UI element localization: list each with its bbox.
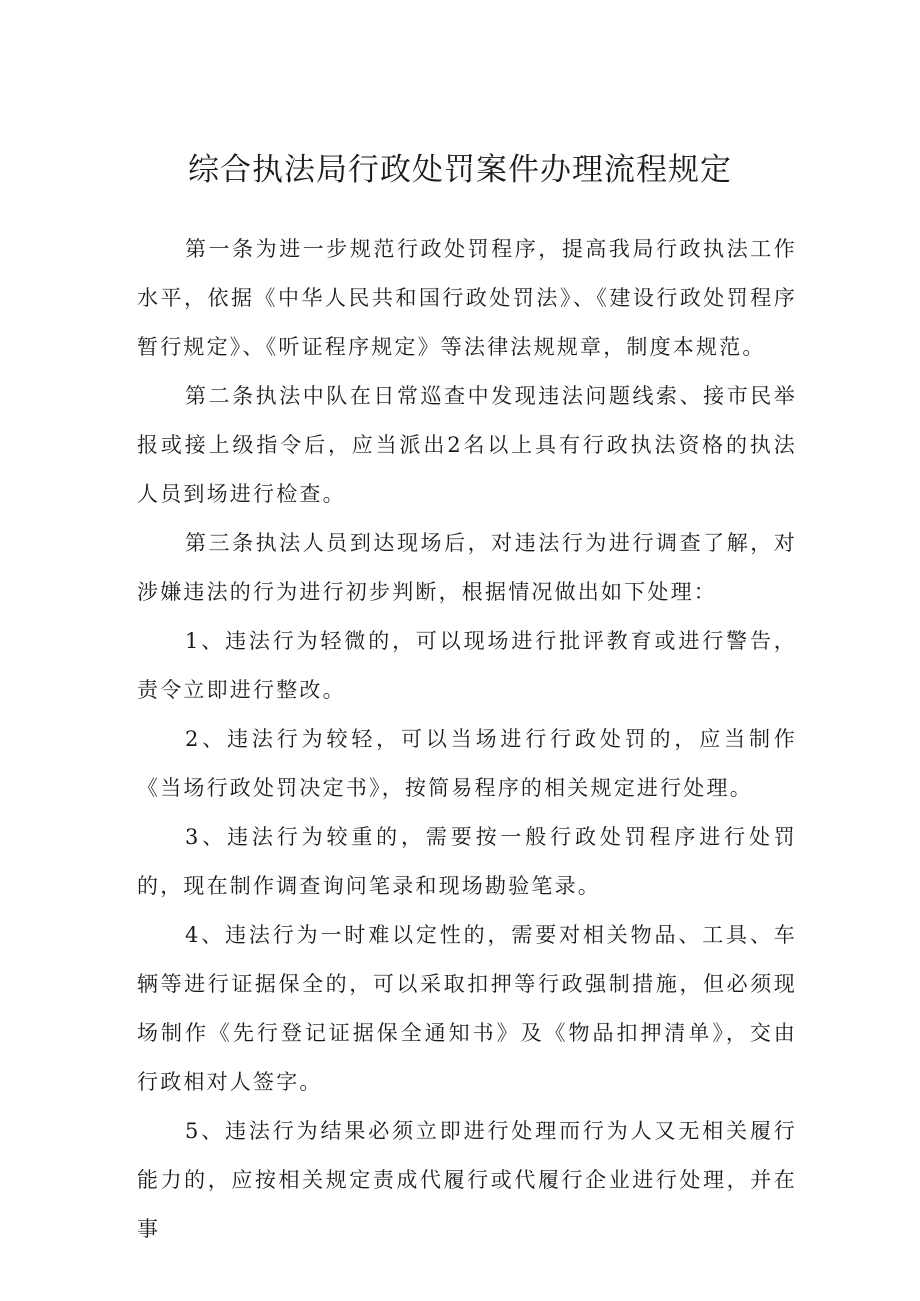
document-title: 综合执法局行政处罚案件办理流程规定 [188, 152, 732, 188]
document-body [137, 225, 797, 1254]
paragraph-article-2: 第二条执法中队在日常巡查中发现违法问题线索、接市民举报或接上级指令后，应当派出2名以上具有行政执法资格的执法人员到场进行检查。 [137, 384, 797, 506]
paragraph-item-1: 1、违法行为轻微的，可以现场进行批评教育或进行警告，责令立即进行整改。 [137, 629, 797, 702]
paragraph-item-2: 2、违法行为较轻，可以当场进行行政处罚的，应当制作《当场行政处罚决定书》，按简易程序的相关规定进行处理。 [137, 727, 797, 800]
paragraph-item-3: 3、违法行为较重的，需要按一般行政处罚程序进行处罚的，现在制作调查询问笔录和现场勘验笔录。 [137, 825, 797, 898]
paragraph-article-3: 第三条执法人员到达现场后，对违法行为进行调查了解，对涉嫌违法的行为进行初步判断，根据情况做出如下处理： [137, 531, 797, 604]
paragraph-article-1: 第一条为进一步规范行政处罚程序，提高我局行政执法工作水平，依据《中华人民共和国行政处罚法》、《建设行政处罚程序暂行规定》、《听证程序规定》等法律法规规章，制度本规范。 [137, 237, 797, 359]
paragraph-item-5: 5、违法行为结果必须立即进行处理而行为人又无相关履行能力的，应按相关规定责成代履行或代履行企业进行处理，并在事 [137, 1119, 797, 1241]
paragraph-item-4: 4、违法行为一时难以定性的，需要对相关物品、工具、车辆等进行证据保全的，可以采取扣押等行政强制措施，但必须现场制作《先行登记证据保全通知书》及《物品扣押清单》，交由行政相对人签字。 [137, 923, 797, 1094]
